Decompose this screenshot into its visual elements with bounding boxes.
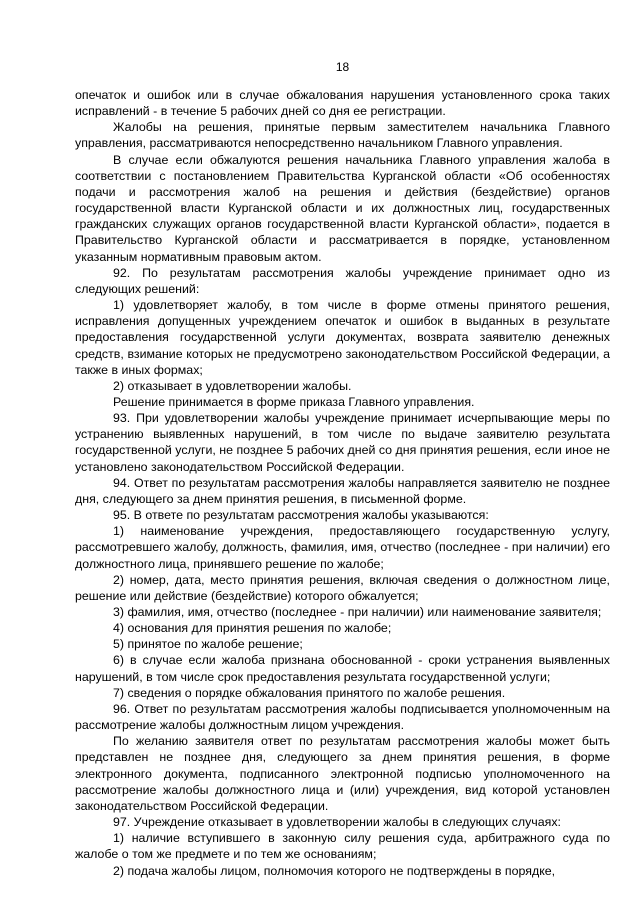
paragraph: 3) фамилия, имя, отчество (последнее - при наличии) или наименование заявителя; [113,605,602,619]
paragraph: 95. В ответе по результатам рассмотрения жалобы указываются: [113,508,489,523]
paragraph: опечаток и ошибок или в случае обжалования нарушения установленного срока таких исправлений - в течение 5 рабочих дней со дня ее регистрации. [75,88,610,119]
paragraph: 94. Ответ по результатам рассмотрения жалобы направляется заявителю не позднее дня, следующего за днем принятия решения, в письменной форме. [75,475,610,506]
page-number: 18 [335,60,350,74]
paragraph: 2) отказывает в удовлетворении жалобы. [113,378,352,393]
paragraph: 92. По результатам рассмотрения жалобы учреждение принимает одно из следующих решений: [75,265,610,296]
paragraph: 2) подача жалобы лицом, полномочия которого не подтверждены в порядке, [113,863,556,878]
paragraph: Решение принимается в форме приказа Главного управления. [113,394,475,409]
paragraph: 96. Ответ по результатам рассмотрения жалобы подписывается уполномоченным на рассмотрение жалобы должностным лицом учреждения. [75,701,610,733]
paragraph: 4) основания для принятия решения по жалобе; [113,621,392,636]
paragraph: В случае если обжалуются решения начальника Главного управления жалоба в соответствии с постановлением Правительства Курганской области «Об особенностях подачи и рассмотрения жалоб на решения и действия (бездействие) органов государственной власти Курганской области и их должностных лиц, государственных гражданских служащих органов государственной власти Курганской области», подается в Правительство Курганской области и рассматривается в порядке, установленном указанным нормативным правовым актом. [75,152,610,264]
paragraph: 93. При удовлетворении жалобы учреждение принимает исчерпывающие меры по устранению выявленных нарушений, в том числе по выдаче заявителю результата государственной услуги, не позднее 5 рабочих дней со дня принятия решения, если иное не установлено законодательством Российской Федерации. [75,411,610,474]
document-body [75,87,610,879]
paragraph: 7) сведения о порядке обжалования принятого по жалобе решения. [113,685,506,700]
paragraph: Жалобы на решения, принятые первым заместителем начальника Главного управления, рассматриваются непосредственно начальником Главного управления. [75,120,610,151]
paragraph: 1) наименование учреждения, предоставляющего государственную услугу, рассмотревшего жалобу, должность, фамилия, имя, отчество (последнее - при наличии) его должностного лица, принявшего решение по жалобе; [75,524,610,571]
paragraph: 2) номер, дата, место принятия решения, включая сведения о должностном лице, решение или действие (бездействие) которого обжалуется; [75,572,610,603]
paragraph: По желанию заявителя ответ по результатам рассмотрения жалобы может быть представлен не позднее дня, следующего за днем принятия решения, в форме электронного документа, подписанного электронной подписью уполномоченного на рассмотрение жалобы должностного лица и (или) учреждения, вид которой установлен законодательством Российской Федерации. [75,734,610,813]
paragraph: 6) в случае если жалоба признана обоснованной - сроки устранения выявленных нарушений, в том числе срок предоставления результата государственной услуги; [75,653,610,684]
paragraph: 1) удовлетворяет жалобу, в том числе в форме отмены принятого решения, исправления допущенных учреждением опечаток и ошибок в выданных в результате предоставления государственной услуги документах, возврата заявителю денежных средств, взимание которых не предусмотрено законодательством Российской Федерации, а также в иных формах; [75,298,610,377]
paragraph: 5) принятое по жалобе решение; [113,637,303,652]
paragraph: 97. Учреждение отказывает в удовлетворении жалобы в следующих случаях: [113,815,561,830]
paragraph: 1) наличие вступившего в законную силу решения суда, арбитражного суда по жалобе о том же предмете и по тем же основаниям; [75,831,610,862]
